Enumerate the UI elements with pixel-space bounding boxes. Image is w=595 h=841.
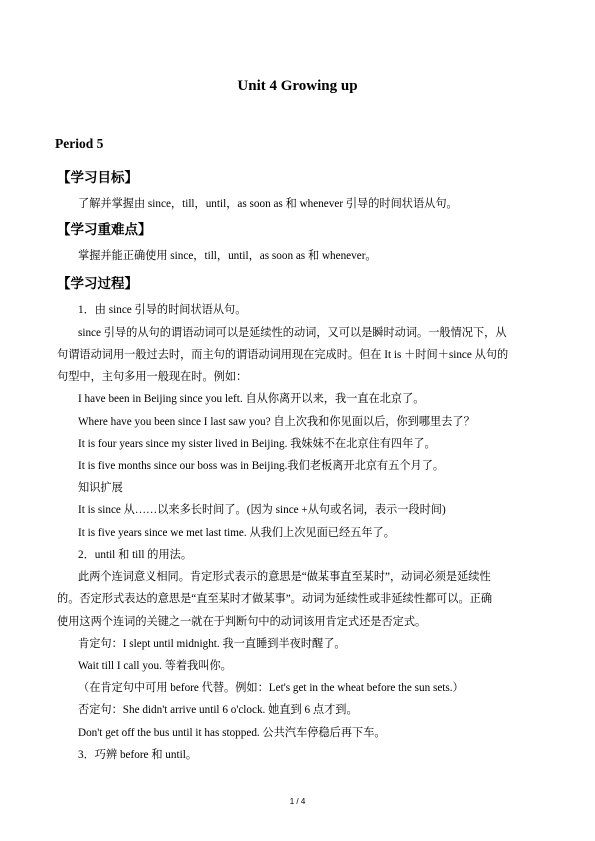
objectives-text: 了解并掌握由 since，till，until，as soon as 和 whenever 引导的时间状语从句。 <box>78 198 458 210</box>
process-heading: 【学习过程】 <box>57 276 138 292</box>
key-points-heading: 【学习重难点】 <box>57 222 152 238</box>
body-line: It is four years since my sister lived in Beijing. 我妹妹不在北京住有四年了。 <box>78 438 436 450</box>
body-line: 此两个连词意义相同。肯定形式表示的意思是“做某事直至某时”，动词必须是延续性 <box>78 571 491 583</box>
period-label: Period 5 <box>55 136 104 151</box>
body-line: Wait till I call you. 等着我叫你。 <box>78 660 232 672</box>
body-line: 2．until 和 till 的用法。 <box>78 549 193 561</box>
objectives-heading: 【学习目标】 <box>57 170 138 186</box>
body-line: 的。否定形式表达的意思是“直至某时才做某事”。动词为延续性或非延续性都可以。正确 <box>57 593 493 605</box>
body-line: （在肯定句中可用 before 代替。例如：Let's get in the wheat before the sun sets.） <box>78 682 464 694</box>
page-title: Unit 4 Growing up <box>237 78 358 94</box>
body-line: 使用这两个连词的关键之一就在于判断句中的动词该用肯定式还是否定式。 <box>57 616 427 628</box>
body-line: It is since 从……以来多长时间了。(因为 since +从句或名词，表示一段时间) <box>78 504 446 516</box>
key-points-text: 掌握并能正确使用 since，till，until，as soon as 和 whenever。 <box>78 250 377 262</box>
body-line: 否定句：She didn't arrive until 6 o'clock. 她直到 6 点才到。 <box>78 704 358 716</box>
body-line: Don't get off the bus until it has stopped. 公共汽车停稳后再下车。 <box>78 727 386 739</box>
body-line: It is five years since we met last time. 从我们上次见面已经五年了。 <box>78 527 395 539</box>
body-line: I have been in Beijing since you left. 自从你离开以来，我一直在北京了。 <box>78 393 425 405</box>
body-line: 1．由 since 引导的时间状语从句。 <box>78 304 247 316</box>
body-line: since 引导的从句的谓语动词可以是延续性的动词，又可以是瞬时动词。一般情况下，从 <box>78 327 507 339</box>
body-line: 3．巧辨 before 和 until。 <box>78 749 198 761</box>
page-number: 1 / 4 <box>289 797 306 806</box>
body-line: It is five months since our boss was in Beijing.我们老板离开北京有五个月了。 <box>78 460 445 472</box>
body-line: Where have you been since I last saw you? 自上次我和你见面以后，你到哪里去了？ <box>78 416 475 428</box>
body-line: 知识扩展 <box>78 482 123 494</box>
body-line: 句谓语动词用一般过去时，而主句的谓语动词用现在完成时。但在 It is ＋时间＋since 从句的 <box>57 349 509 361</box>
body-line: 肯定句：I slept until midnight. 我一直睡到半夜时醒了。 <box>78 638 346 650</box>
body-line: 句型中，主句多用一般现在时。例如： <box>57 371 248 383</box>
